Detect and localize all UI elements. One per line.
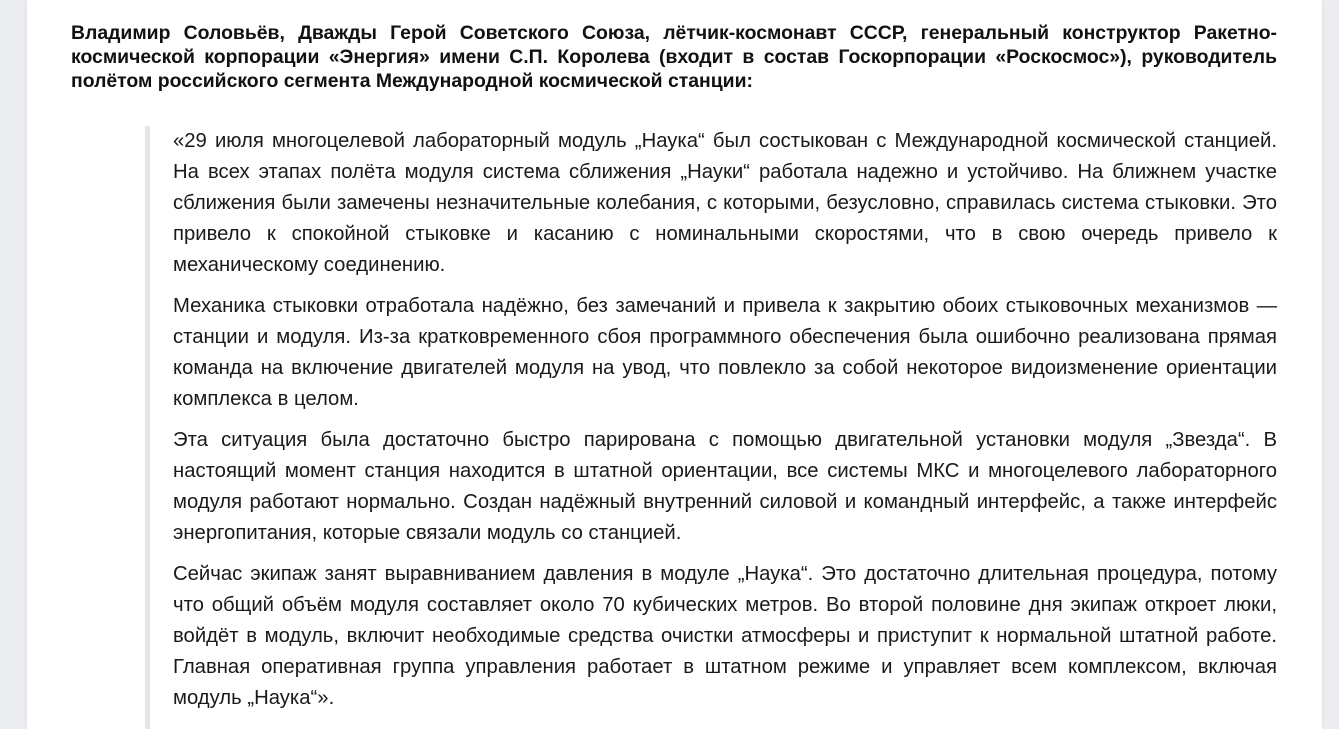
quote-block	[145, 126, 1277, 729]
quote-paragraph-2: Механика стыковки отработала надёжно, без замечаний и привела к закрытию обоих стыковочных механизмов — станции и модуля. Из-за кратковременного сбоя программного обеспечения была ошибочно реализована прямая команда на включение двигателей модуля на увод, что повлекло за собой некоторое видоизменение ориентации комплекса в целом.	[173, 295, 1277, 410]
quote-paragraph-3: Эта ситуация была достаточно быстро парирована с помощью двигательной установки модуля „Звезда“. В настоящий момент станция находится в штатной ориентации, все системы МКС и многоцелевого лабораторного модуля работают нормально. Создан надёжный внутренний силовой и командный интерфейс, а также интерфейс энергопитания, которые связали модуль со станцией.	[173, 429, 1277, 544]
article-page	[27, 0, 1322, 729]
speaker-attribution: Владимир Соловьёв, Дважды Герой Советского Союза, лётчик-космонавт СССР, генеральный конструктор Ракетно-космической корпорации «Энергия» имени С.П. Королева (входит в состав Госкорпорации «Роскосмос»), руководитель полётом российского сегмента Международной космической станции:	[71, 22, 1277, 92]
quote-paragraph-4: Сейчас экипаж занят выравниванием давления в модуле „Наука“. Это достаточно длительная процедура, потому что общий объём модуля составляет около 70 кубических метров. Во второй половине дня экипаж откроет люки, войдёт в модуль, включит необходимые средства очистки атмосферы и приступит к нормальной штатной работе. Главная оперативная группа управления работает в штатном режиме и управляет всем комплексом, включая модуль „Наука“».	[173, 563, 1277, 709]
quote-paragraph-1: «29 июля многоцелевой лабораторный модуль „Наука“ был состыкован с Международной космической станцией. На всех этапах полёта модуля система сближения „Науки“ работала надежно и устойчиво. На ближнем участке сближения были замечены незначительные колебания, с которыми, безусловно, справилась система стыковки. Это привело к спокойной стыковке и касанию с номинальными скоростями, что в свою очередь привело к механическому соединению.	[173, 130, 1277, 276]
